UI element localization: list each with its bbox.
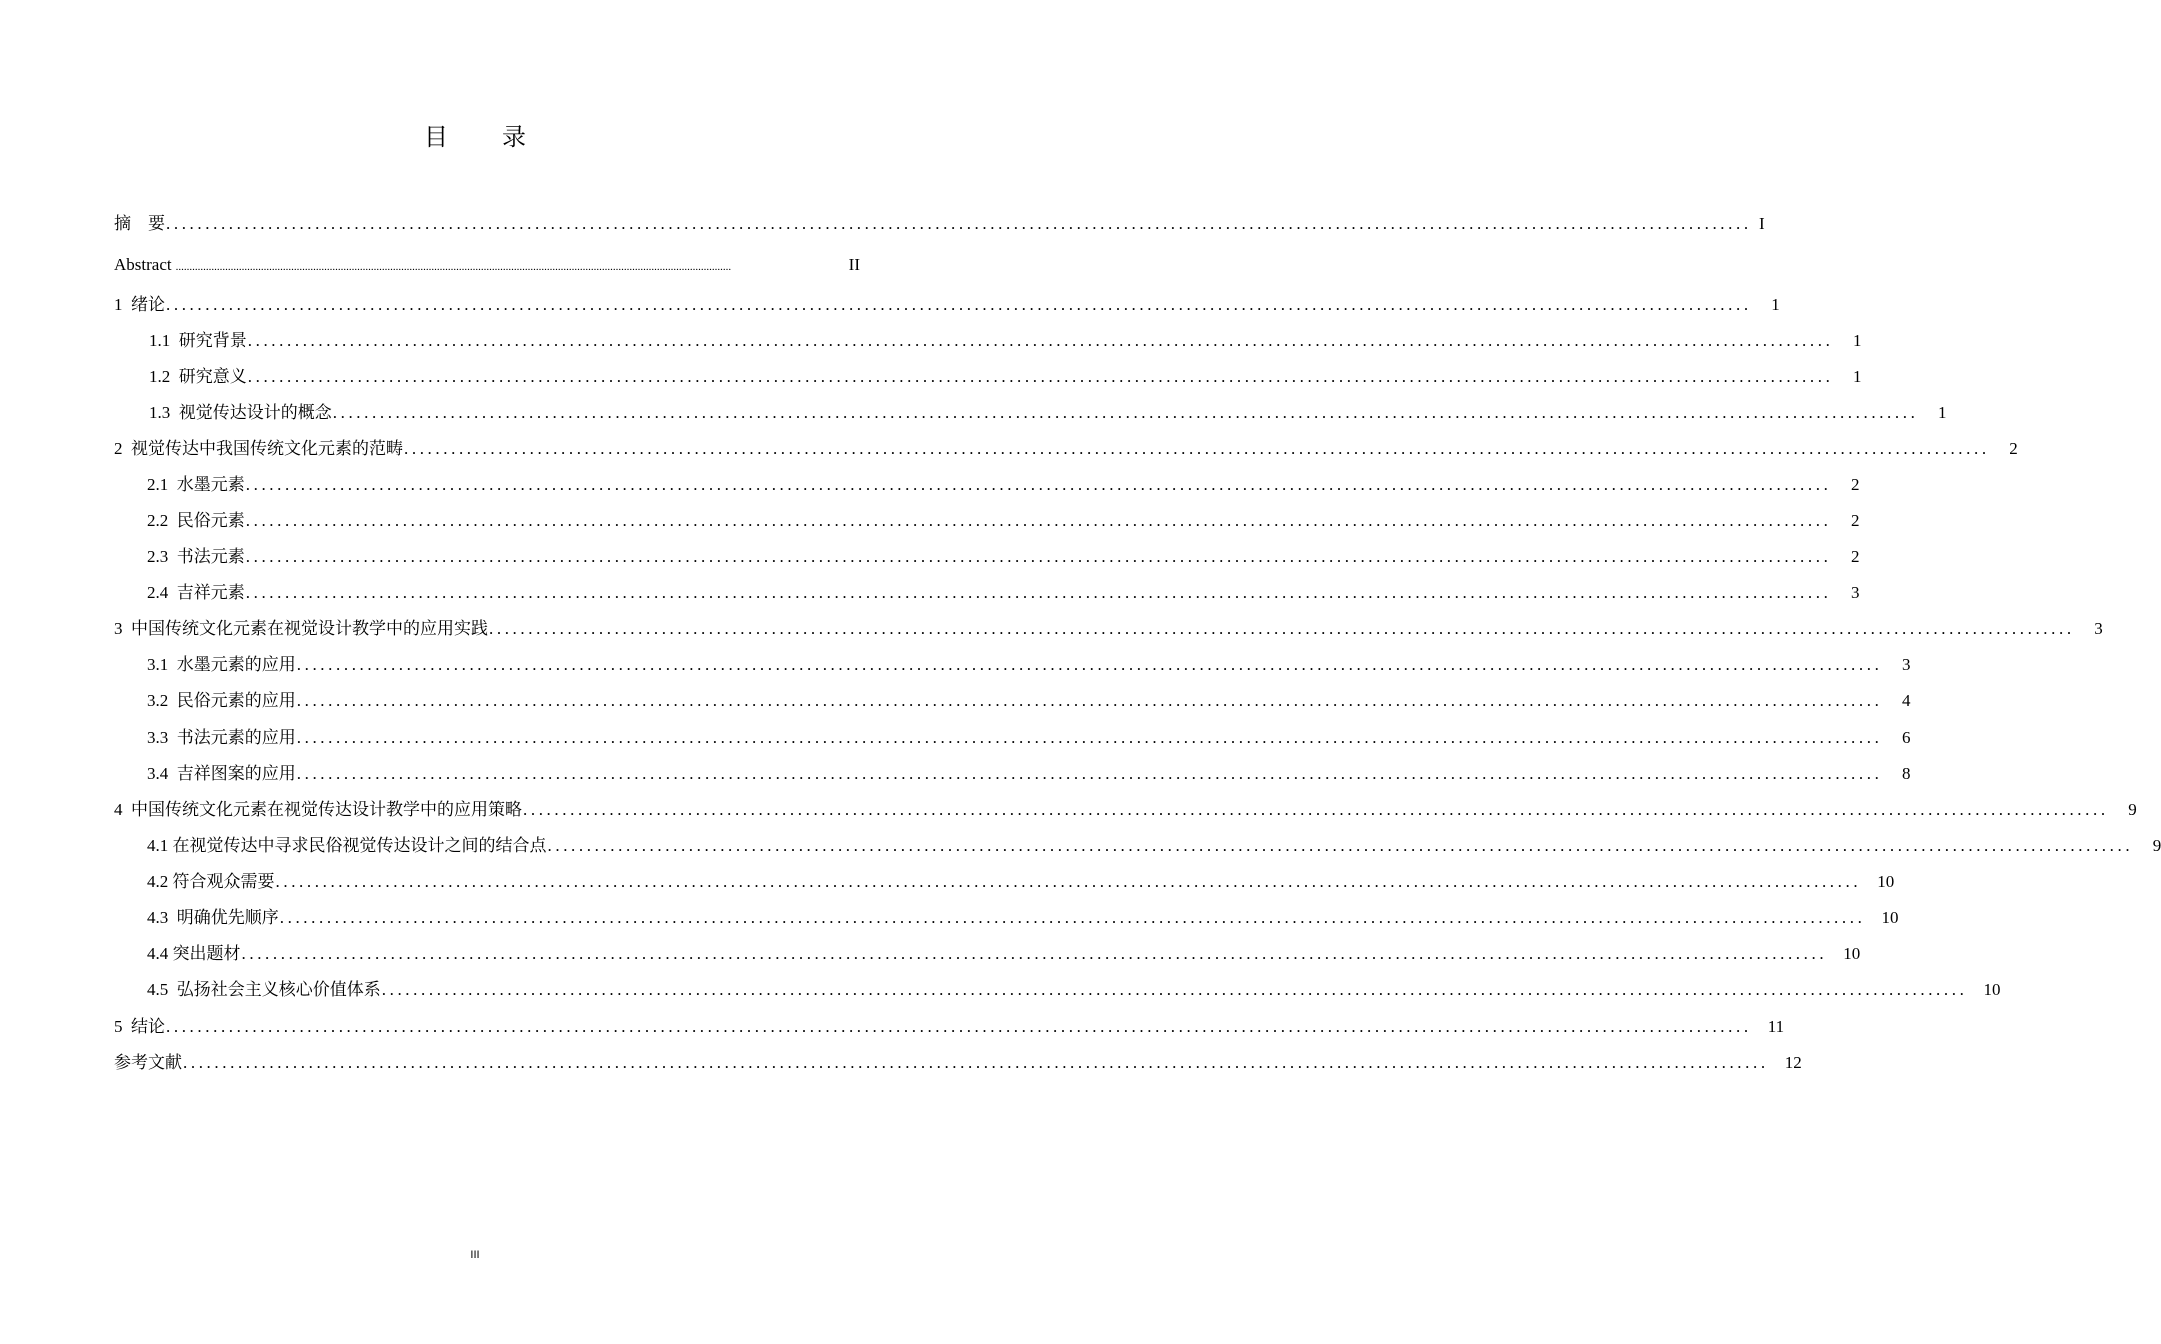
toc-leader-dots: .......................................................................................................................................................................................................... xyxy=(175,261,732,273)
toc-leader-dots: .......................................................................................................................................................................................................... xyxy=(547,836,2134,855)
toc-entry-2-4[interactable] xyxy=(114,578,1860,603)
toc-leader-dots: .......................................................................................................................................................................................................... xyxy=(247,331,1834,350)
toc-leader-dots: .......................................................................................................................................................................................................... xyxy=(166,295,1752,314)
toc-leader-dots: .......................................................................................................................................................................................................... xyxy=(275,872,1862,891)
toc-entry-page: 8 xyxy=(1901,764,1911,783)
page-title: 目 录 xyxy=(424,125,550,151)
toc-leader-dots: .......................................................................................................................................................................................................... xyxy=(247,367,1834,386)
toc-entry-label: 3.2 民俗元素的应用 xyxy=(147,691,296,710)
toc-entry-label: 4.5 弘扬社会主义核心价值体系 xyxy=(147,980,381,999)
toc-leader-dots: .......................................................................................................................................................................................................... xyxy=(296,728,1883,747)
toc-entry-page: 1 xyxy=(1937,403,1947,422)
toc-leader-dots: .......................................................................................................................................................................................................... xyxy=(296,655,1883,674)
toc-entry-label: 2 视觉传达中我国传统文化元素的范畴 xyxy=(114,439,403,458)
toc-entry-label: 4.4 突出题材 xyxy=(147,944,241,963)
toc-entry-chapter-5[interactable] xyxy=(114,1012,1785,1037)
toc-entry-3-4[interactable] xyxy=(114,759,1911,784)
toc-entry-1-3[interactable] xyxy=(114,398,1947,423)
toc-entry-4-5[interactable] xyxy=(114,975,2001,1000)
toc-leader-dots: .......................................................................................................................................................................................................... xyxy=(404,439,1990,458)
toc-entry-page: 10 xyxy=(1843,944,1861,963)
toc-leader-dots: .......................................................................................................................................................................................................... xyxy=(279,908,1866,927)
toc-entry-label: 2.3 书法元素 xyxy=(147,547,245,566)
toc-entry-label: 4.1 在视觉传达中寻求民俗视觉传达设计之间的结合点 xyxy=(147,836,547,855)
toc-leader-dots: .......................................................................................................................................................................................................... xyxy=(245,475,1832,494)
toc-entry-label: 4.2 符合观众需要 xyxy=(147,872,275,891)
toc-entry-label: 2.1 水墨元素 xyxy=(147,475,245,494)
toc-entry-page: 2 xyxy=(1850,475,1860,494)
toc-entry-1-1[interactable] xyxy=(114,326,1862,351)
toc-entry-label: 参考文献 xyxy=(114,1053,182,1072)
footer-page-number: III xyxy=(470,1249,480,1261)
toc-entry-1-2[interactable] xyxy=(114,362,1862,387)
toc-leader-dots: .......................................................................................................................................................................................................... xyxy=(296,764,1883,783)
toc-entry-3-3[interactable] xyxy=(114,723,1911,748)
toc-leader-dots: .......................................................................................................................................................................................................... xyxy=(245,583,1832,602)
toc-entry-4-3[interactable] xyxy=(114,903,1899,928)
toc-entry-page: 10 xyxy=(1877,872,1895,891)
toc-entry-page: 2 xyxy=(1850,511,1860,530)
toc-entry-label: 2.4 吉祥元素 xyxy=(147,583,245,602)
toc-entry-abstract-cn[interactable] xyxy=(114,209,1765,234)
toc-entry-chapter-3[interactable] xyxy=(114,614,2103,639)
toc-leader-dots: .......................................................................................................................................................................................................... xyxy=(166,1017,1752,1036)
toc-entry-4-2[interactable] xyxy=(114,867,1895,892)
toc-entry-4-1[interactable] xyxy=(114,831,2161,856)
toc-entry-label: 摘 要 xyxy=(114,214,165,233)
toc-entry-label: 3.3 书法元素的应用 xyxy=(147,728,296,747)
toc-entry-chapter-2[interactable] xyxy=(114,434,2018,459)
toc-leader-dots: .......................................................................................................................................................................................................... xyxy=(241,944,1828,963)
toc-entry-label: 3.1 水墨元素的应用 xyxy=(147,655,296,674)
toc-entry-page: 9 xyxy=(2152,836,2161,855)
toc-leader-dots: .......................................................................................................................................................................................................... xyxy=(166,214,1752,233)
toc-entry-2-2[interactable] xyxy=(114,506,1860,531)
toc-entry-page: 10 xyxy=(1983,980,2001,999)
toc-leader-dots: .......................................................................................................................................................................................................... xyxy=(523,800,2109,819)
toc-entry-abstract-en[interactable] xyxy=(114,255,860,275)
toc-entry-page: 11 xyxy=(1767,1017,1785,1036)
toc-entry-page: 9 xyxy=(2128,800,2137,819)
toc-entry-page: 2 xyxy=(1850,547,1860,566)
toc-entry-page: 6 xyxy=(1901,728,1911,747)
toc-entry-label: 3.4 吉祥图案的应用 xyxy=(147,764,296,783)
toc-entry-chapter-4[interactable] xyxy=(114,795,2137,820)
toc-entry-page: 1 xyxy=(1771,295,1780,314)
toc-entry-label: 1.3 视觉传达设计的概念 xyxy=(149,403,332,422)
toc-leader-dots: .......................................................................................................................................................................................................... xyxy=(296,691,1883,710)
toc-entry-label: 3 中国传统文化元素在视觉设计教学中的应用实践 xyxy=(114,619,488,638)
toc-leader-dots: .......................................................................................................................................................................................................... xyxy=(245,547,1832,566)
toc-entry-4-4[interactable] xyxy=(114,939,1861,964)
toc-entry-page: 1 xyxy=(1852,367,1862,386)
toc-entry-3-1[interactable] xyxy=(114,650,1911,675)
toc-entry-label: 1 绪论 xyxy=(114,295,165,314)
toc-entry-page: II xyxy=(848,255,860,274)
toc-entry-label: 1.1 研究背景 xyxy=(149,331,247,350)
toc-entry-page: 3 xyxy=(1901,655,1911,674)
toc-entry-label: 2.2 民俗元素 xyxy=(147,511,245,530)
toc-entry-page: I xyxy=(1759,214,1765,233)
toc-entry-2-3[interactable] xyxy=(114,542,1860,567)
toc-entry-label: 1.2 研究意义 xyxy=(149,367,247,386)
toc-entry-references[interactable] xyxy=(114,1048,1802,1073)
toc-entry-page: 12 xyxy=(1784,1053,1802,1072)
toc-entry-page: 3 xyxy=(2094,619,2103,638)
toc-leader-dots: .......................................................................................................................................................................................................... xyxy=(183,1053,1769,1072)
toc-entry-2-1[interactable] xyxy=(114,470,1860,495)
toc-entry-page: 2 xyxy=(2009,439,2018,458)
toc-entry-page: 1 xyxy=(1852,331,1862,350)
toc-entry-label: 4.3 明确优先顺序 xyxy=(147,908,279,927)
toc-leader-dots: .......................................................................................................................................................................................................... xyxy=(332,403,1919,422)
toc-leader-dots: .......................................................................................................................................................................................................... xyxy=(381,980,1968,999)
toc-entry-chapter-1[interactable] xyxy=(114,290,1780,315)
toc-entry-page: 3 xyxy=(1850,583,1860,602)
toc-entry-label: 4 中国传统文化元素在视觉传达设计教学中的应用策略 xyxy=(114,800,522,819)
toc-leader-dots: .......................................................................................................................................................................................................... xyxy=(245,511,1832,530)
toc-entry-page: 10 xyxy=(1881,908,1899,927)
toc-entry-3-2[interactable] xyxy=(114,686,1911,711)
toc-entry-label: 5 结论 xyxy=(114,1017,165,1036)
toc-entry-label: Abstract xyxy=(114,255,172,274)
toc-entry-page: 4 xyxy=(1901,691,1911,710)
toc-leader-dots: .......................................................................................................................................................................................................... xyxy=(489,619,2075,638)
